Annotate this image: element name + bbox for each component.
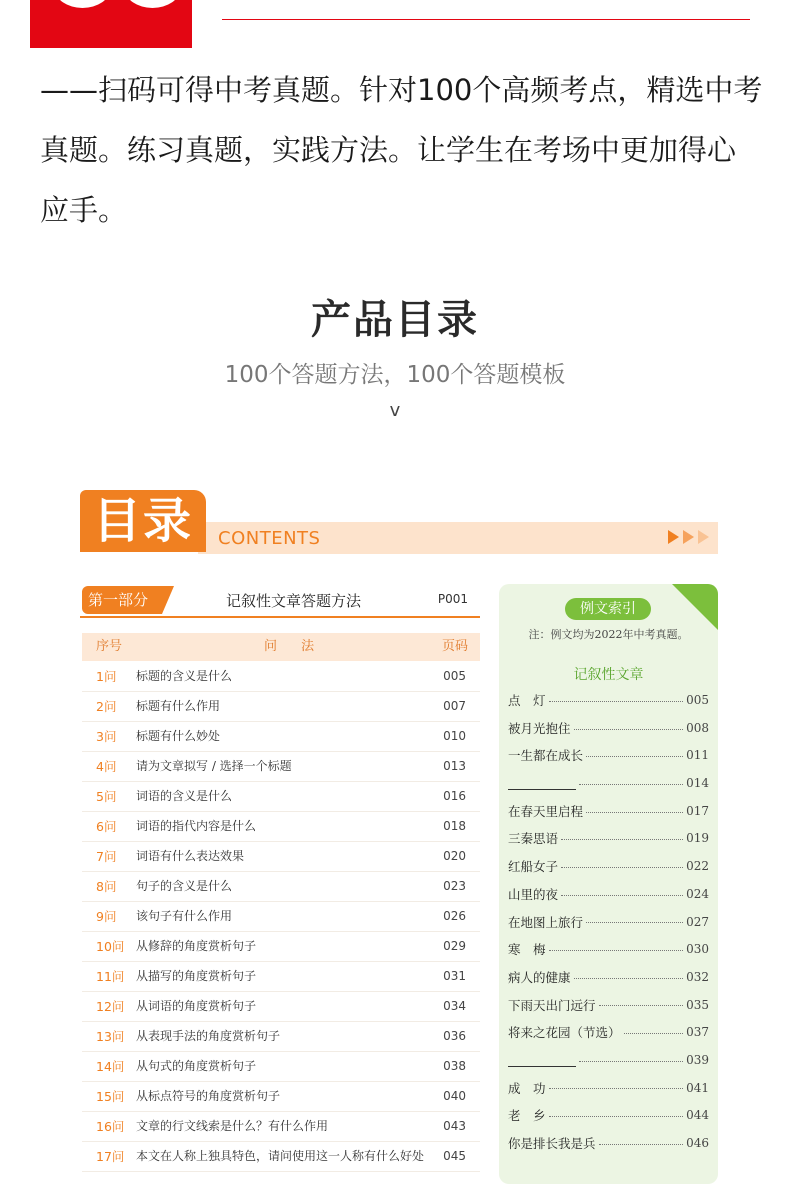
table-row [82, 1052, 480, 1082]
item-title: 点 灯 [508, 693, 546, 708]
item-title: 成 功 [508, 1080, 546, 1096]
item-page: 008 [686, 720, 709, 735]
row-question: 句子的含义是什么 [136, 879, 233, 893]
part-tag: 第一部分 [82, 586, 162, 614]
item-title: 三秦思语 [508, 831, 559, 847]
intro-line: 真题。练习真题，实践方法。让学生在考场中更加得心 [40, 133, 737, 167]
row-question: 从句式的角度赏析句子 [136, 1059, 257, 1073]
row-page: 007 [443, 699, 466, 713]
table-row [82, 1082, 480, 1112]
list-item [508, 770, 709, 798]
list-item [508, 853, 709, 881]
item-title: 在地图上旅行 [508, 914, 584, 930]
row-question: 文章的行文线索是什么？有什么作用 [136, 1119, 329, 1133]
row-page: 013 [443, 759, 466, 773]
intro-line: 应手。 [40, 193, 128, 227]
item-page: 014 [686, 776, 709, 791]
column-header-page: 页码 [441, 639, 468, 654]
down-arrow-icon: v [389, 400, 401, 421]
table-row [82, 992, 480, 1022]
row-question: 标题的含义是什么 [136, 669, 233, 683]
row-question: 本文在人称上独具特色，请问使用这一人称有什么好处 [136, 1149, 425, 1163]
part-page: P001 [437, 592, 468, 606]
blank-title-line [508, 788, 576, 790]
row-page: 010 [443, 729, 466, 743]
table-row [82, 842, 480, 872]
part-header [80, 584, 480, 618]
row-page: 043 [443, 1119, 466, 1133]
list-item [508, 1047, 709, 1075]
row-page: 018 [443, 819, 466, 833]
row-question: 从表现手法的角度赏析句子 [136, 1029, 281, 1043]
question-table [82, 662, 480, 1172]
item-page: 005 [686, 693, 709, 707]
row-question: 从词语的角度赏析句子 [136, 999, 257, 1013]
row-number: 6问 [96, 819, 117, 834]
panel-corner [672, 584, 718, 630]
table-row [82, 1022, 480, 1052]
row-page: 005 [443, 669, 466, 683]
item-page: 030 [686, 942, 709, 957]
row-page: 031 [443, 969, 466, 983]
row-question: 从描写的角度赏析句子 [136, 969, 257, 983]
row-page: 045 [443, 1149, 466, 1163]
row-question: 词语的含义是什么 [136, 789, 233, 803]
item-page: 044 [686, 1108, 709, 1123]
table-row [82, 782, 480, 812]
item-title: 病人的健康 [508, 969, 571, 985]
index-category: 记叙性文章 [573, 667, 644, 683]
list-item [508, 687, 709, 715]
header-shape [55, 0, 110, 8]
table-row [82, 692, 480, 722]
table-row [82, 902, 480, 932]
blank-title-line [508, 1065, 576, 1067]
row-question: 标题有什么作用 [136, 699, 221, 713]
row-number: 12问 [96, 999, 125, 1014]
section-subtitle: 100个答题方法，100个答题模板 [224, 362, 566, 388]
intro-paragraph [40, 60, 780, 240]
item-title: 寒 梅 [508, 942, 546, 958]
example-index-panel [499, 584, 718, 1184]
row-number: 14问 [96, 1059, 125, 1074]
row-question: 词语的指代内容是什么 [136, 819, 257, 833]
list-item [508, 1075, 709, 1103]
row-question: 词语有什么表达效果 [136, 849, 245, 863]
item-page: 024 [686, 886, 709, 901]
row-page: 038 [443, 1059, 466, 1073]
row-question: 请为文章拟写 / 选择一个标题 [136, 759, 292, 773]
item-title: 你是排长我是兵 [508, 1136, 596, 1151]
table-row [82, 872, 480, 902]
item-page: 011 [686, 748, 709, 763]
list-item [508, 742, 709, 770]
row-page: 023 [443, 879, 466, 893]
item-title: 将来之花园（节选） [508, 1025, 621, 1041]
table-row [82, 962, 480, 992]
row-number: 10问 [96, 939, 125, 954]
item-title: 下雨天出门远行 [508, 997, 596, 1013]
list-item [508, 881, 709, 909]
banner-contents-label: CONTENTS [218, 528, 321, 549]
triangle-icon [683, 530, 694, 544]
header-divider [222, 19, 750, 20]
list-item [508, 825, 709, 853]
row-number: 2问 [96, 699, 117, 714]
row-page: 026 [443, 909, 466, 923]
part-title: 记叙性文章答题方法 [226, 592, 362, 610]
row-number: 11问 [96, 969, 125, 984]
row-number: 5问 [96, 789, 117, 804]
header-red-block [30, 0, 192, 48]
row-number: 16问 [96, 1119, 125, 1134]
item-page: 041 [686, 1080, 709, 1095]
banner-title: 目录 [80, 490, 206, 552]
triangle-icon [668, 530, 679, 544]
row-number: 8问 [96, 879, 117, 894]
list-item [508, 964, 709, 992]
list-item [508, 1019, 709, 1047]
section-title-wrap [0, 288, 790, 345]
row-page: 040 [443, 1089, 466, 1103]
item-title: 被月光抱住 [508, 720, 571, 736]
triangle-icon [698, 530, 709, 544]
table-row [82, 812, 480, 842]
item-page: 019 [686, 831, 709, 846]
contents-banner [80, 490, 718, 556]
item-page: 022 [686, 859, 709, 874]
row-page: 029 [443, 939, 466, 953]
list-item [508, 798, 709, 826]
intro-line: ——扫码可得中考真题。针对100个高频考点，精选中考 [40, 73, 763, 107]
table-header [82, 633, 480, 661]
index-note: 注：例文均为2022年中考真题。 [528, 628, 689, 641]
row-question: 从修辞的角度赏析句子 [136, 939, 257, 953]
section-title: 产品目录 [305, 288, 485, 345]
header-shape [125, 0, 180, 8]
row-number: 13问 [96, 1029, 125, 1044]
item-page: 039 [686, 1052, 709, 1067]
list-item [508, 936, 709, 964]
row-page: 020 [443, 849, 466, 863]
table-row [82, 932, 480, 962]
table-row [82, 722, 480, 752]
row-number: 3问 [96, 729, 117, 744]
item-title: 红船女子 [508, 859, 559, 875]
item-page: 037 [686, 1025, 709, 1040]
item-page: 035 [686, 997, 709, 1012]
row-number: 17问 [96, 1149, 125, 1164]
column-header-question: 问 法 [264, 639, 325, 654]
row-page: 036 [443, 1029, 466, 1043]
row-number: 15问 [96, 1089, 125, 1104]
item-page: 032 [686, 969, 709, 984]
table-row [82, 752, 480, 782]
row-question: 该句子有什么作用 [136, 909, 233, 923]
table-row [82, 1112, 480, 1142]
list-item [508, 909, 709, 937]
row-question: 标题有什么妙处 [136, 729, 221, 743]
item-title: 山里的夜 [508, 886, 559, 902]
row-number: 9问 [96, 909, 117, 924]
row-number: 4问 [96, 759, 117, 774]
list-item [508, 992, 709, 1020]
table-row [82, 662, 480, 692]
list-item [508, 715, 709, 743]
item-page: 027 [686, 914, 709, 929]
index-tag: 例文索引 [565, 598, 651, 620]
item-page: 017 [686, 803, 709, 818]
item-page: 046 [686, 1136, 709, 1150]
list-item [508, 1130, 709, 1158]
row-page: 034 [443, 999, 466, 1013]
row-page: 016 [443, 789, 466, 803]
index-list [508, 687, 709, 1158]
row-number: 1问 [96, 669, 117, 684]
row-question: 从标点符号的角度赏析句子 [136, 1089, 281, 1103]
item-title: 老 乡 [508, 1108, 546, 1124]
row-number: 7问 [96, 849, 117, 864]
list-item [508, 1102, 709, 1130]
column-header-number: 序号 [96, 639, 123, 654]
item-title: 在春天里启程 [508, 803, 584, 819]
item-title: 一生都在成长 [508, 748, 584, 764]
